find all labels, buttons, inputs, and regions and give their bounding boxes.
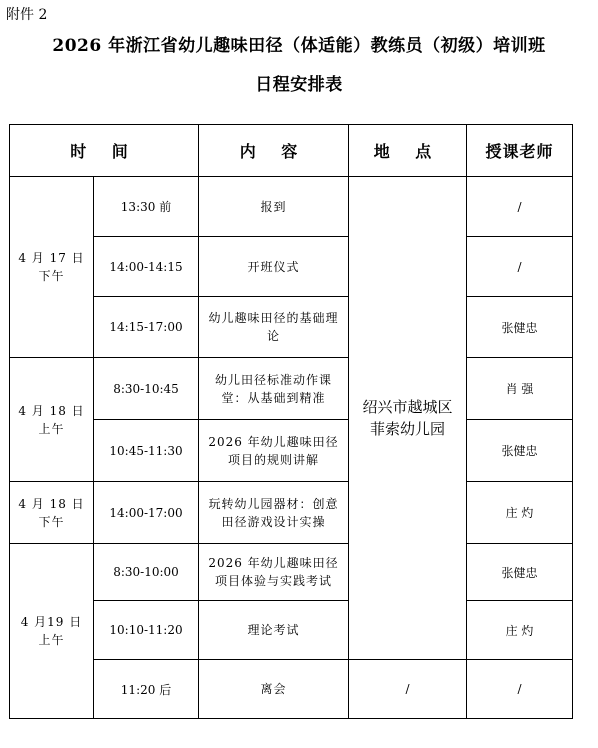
teacher-cell: 张健忠 bbox=[467, 544, 573, 601]
venue-cell bbox=[349, 177, 467, 660]
venue-cell-last: / bbox=[349, 660, 467, 719]
date-period: 上午 bbox=[38, 421, 65, 436]
time-cell: 11:20 后 bbox=[94, 660, 199, 719]
teacher-cell: / bbox=[467, 237, 573, 297]
content-cell bbox=[199, 177, 349, 237]
attachment-label: 附件 2 bbox=[6, 7, 48, 23]
content-text: 理论考试 bbox=[247, 623, 300, 637]
venue-line1: 绍兴市越城区 bbox=[362, 398, 453, 416]
content-cell bbox=[199, 420, 349, 482]
table-row bbox=[10, 544, 573, 601]
time-cell: 8:30-10:45 bbox=[94, 358, 199, 420]
venue-line2: 菲索幼儿园 bbox=[370, 420, 446, 438]
date-text: 4 月 18 日 bbox=[18, 403, 85, 418]
header-time: 时 间 bbox=[10, 125, 199, 177]
content-text: 报到 bbox=[260, 199, 287, 214]
date-period: 上午 bbox=[38, 633, 65, 647]
teacher-cell: 肖 强 bbox=[467, 358, 573, 420]
table-row bbox=[10, 358, 573, 420]
date-cell bbox=[10, 482, 94, 544]
time-cell: 10:45-11:30 bbox=[94, 420, 199, 482]
time-cell: 14:00-14:15 bbox=[94, 237, 199, 297]
table-row bbox=[10, 482, 573, 544]
content-text: 开班仪式 bbox=[247, 259, 300, 274]
table-row bbox=[10, 297, 573, 358]
content-cell bbox=[199, 237, 349, 297]
table-row bbox=[10, 601, 573, 660]
time-cell: 13:30 前 bbox=[94, 177, 199, 237]
content-cell bbox=[199, 297, 349, 358]
time-cell: 14:00-17:00 bbox=[94, 482, 199, 544]
date-period: 下午 bbox=[38, 514, 65, 529]
date-period: 下午 bbox=[38, 269, 65, 283]
document-subtitle: 日程安排表 bbox=[255, 75, 343, 95]
teacher-cell: 庄 灼 bbox=[467, 601, 573, 660]
teacher-cell: 张健忠 bbox=[467, 297, 573, 358]
header-row bbox=[10, 125, 573, 177]
date-text: 4 月19 日 bbox=[20, 615, 83, 629]
content-text: 2026 年幼儿趣味田径项目的规则讲解 bbox=[208, 434, 339, 467]
teacher-cell: / bbox=[467, 177, 573, 237]
date-text: 4 月 17 日 bbox=[18, 251, 85, 265]
header-venue: 地 点 bbox=[349, 125, 467, 177]
date-cell bbox=[10, 177, 94, 358]
content-cell bbox=[199, 601, 349, 660]
schedule-table bbox=[9, 124, 573, 719]
teacher-cell: 张健忠 bbox=[467, 420, 573, 482]
content-cell bbox=[199, 358, 349, 420]
time-cell: 14:15-17:00 bbox=[94, 297, 199, 358]
content-cell bbox=[199, 544, 349, 601]
date-cell bbox=[10, 544, 94, 719]
content-text: 2026 年幼儿趣味田径项目体验与实践考试 bbox=[208, 556, 339, 588]
content-cell bbox=[199, 660, 349, 719]
header-teacher: 授课老师 bbox=[467, 125, 573, 177]
date-text: 4 月 18 日 bbox=[18, 496, 85, 511]
teacher-cell: / bbox=[467, 660, 573, 719]
content-cell bbox=[199, 482, 349, 544]
date-cell bbox=[10, 358, 94, 482]
content-text: 离会 bbox=[260, 682, 287, 696]
content-text: 幼儿趣味田径的基础理论 bbox=[208, 311, 339, 343]
table-row bbox=[10, 237, 573, 297]
teacher-cell: 庄 灼 bbox=[467, 482, 573, 544]
time-cell: 10:10-11:20 bbox=[94, 601, 199, 660]
content-text: 玩转幼儿园器材：创意田径游戏设计实操 bbox=[208, 496, 339, 529]
header-content: 内 容 bbox=[199, 125, 349, 177]
document-title: 2026 年浙江省幼儿趣味田径（体适能）教练员（初级）培训班 bbox=[52, 36, 546, 56]
table-row bbox=[10, 660, 573, 719]
time-cell: 8:30-10:00 bbox=[94, 544, 199, 601]
table-row bbox=[10, 420, 573, 482]
table-row bbox=[10, 177, 573, 237]
content-text: 幼儿田径标准动作课堂：从基础到精准 bbox=[215, 372, 333, 405]
